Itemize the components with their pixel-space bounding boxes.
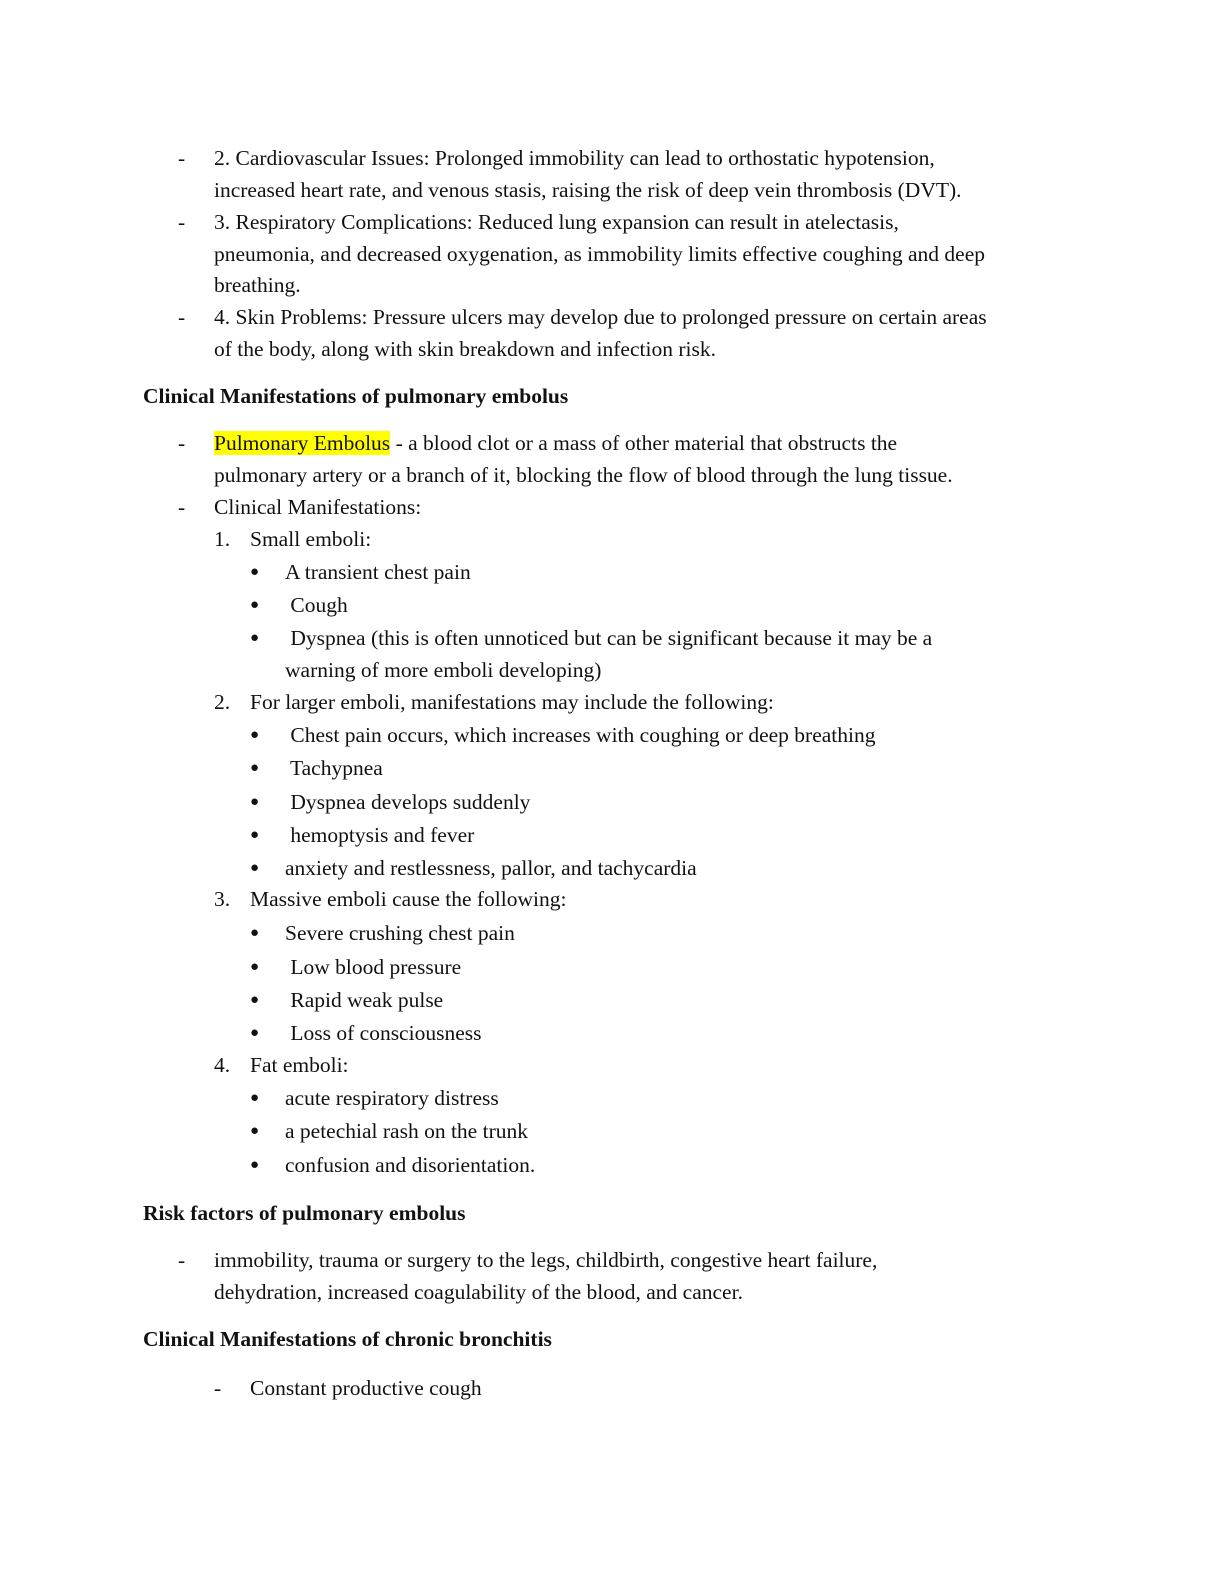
dash-marker: - (214, 1376, 222, 1400)
list-item-text: 2. Cardiovascular Issues: Prolonged immobility can lead to orthostatic hypotension, (214, 146, 935, 170)
bullet-item-text: warning of more emboli developing) (285, 658, 602, 682)
list-number: 4. (214, 1053, 231, 1077)
bullet-item-text: Loss of consciousness (285, 1021, 482, 1045)
bullet-marker: ● (250, 992, 260, 1008)
list-item-text: pneumonia, and decreased oxygenation, as immobility limits effective coughing and deep (214, 242, 985, 266)
bullet-item-text: Dyspnea (this is often unnoticed but can be significant because it may be a (285, 626, 933, 650)
bullet-item-text: Cough (285, 593, 348, 617)
bullet-item-text: Low blood pressure (285, 955, 462, 979)
dash-marker: - (178, 1248, 186, 1272)
bullet-marker: ● (250, 630, 260, 646)
bullet-marker: ● (250, 1025, 260, 1041)
definition-line (214, 431, 897, 455)
numbered-item-label: Small emboli: (250, 527, 372, 551)
bullet-marker: ● (250, 564, 260, 580)
bullet-item-text: Tachypnea (285, 756, 383, 780)
bullet-marker: ● (250, 860, 260, 876)
bullet-item-text: anxiety and restlessness, pallor, and tachycardia (285, 856, 697, 880)
section-heading: Clinical Manifestations of chronic bronchitis (143, 1327, 552, 1351)
numbered-item-label: For larger emboli, manifestations may include the following: (250, 690, 774, 714)
list-item-text: of the body, along with skin breakdown and infection risk. (214, 337, 716, 361)
dash-marker: - (178, 146, 186, 170)
bullet-item-text: a petechial rash on the trunk (285, 1119, 528, 1143)
bullet-item-text: A transient chest pain (285, 560, 471, 584)
dash-marker: - (178, 431, 186, 455)
bullet-item-text: acute respiratory distress (285, 1086, 499, 1110)
list-item-text: immobility, trauma or surgery to the legs, childbirth, congestive heart failure, (214, 1248, 878, 1272)
bullet-marker: ● (250, 1157, 260, 1173)
bullet-item-text: confusion and disorientation. (285, 1153, 536, 1177)
list-number: 3. (214, 887, 231, 911)
bullet-marker: ● (250, 794, 260, 810)
list-item-text: breathing. (214, 273, 301, 297)
bullet-marker: ● (250, 1090, 260, 1106)
bullet-marker: ● (250, 959, 260, 975)
dash-marker: - (178, 495, 186, 519)
bullet-item-text: Dyspnea develops suddenly (285, 790, 531, 814)
numbered-item-label: Massive emboli cause the following: (250, 887, 567, 911)
bullet-item-text: Severe crushing chest pain (285, 921, 515, 945)
list-item-text: Constant productive cough (250, 1376, 482, 1400)
dash-marker: - (178, 210, 186, 234)
bullet-item-text: Rapid weak pulse (285, 988, 444, 1012)
bullet-marker: ● (250, 727, 260, 743)
bullet-marker: ● (250, 597, 260, 613)
list-item-text: Clinical Manifestations: (214, 495, 422, 519)
list-number: 1. (214, 527, 231, 551)
list-item-text: dehydration, increased coagulability of the blood, and cancer. (214, 1280, 743, 1304)
bullet-marker: ● (250, 760, 260, 776)
list-item-text: 3. Respiratory Complications: Reduced lung expansion can result in atelectasis, (214, 210, 899, 234)
dash-marker: - (178, 305, 186, 329)
bullet-item-text: hemoptysis and fever (285, 823, 475, 847)
bullet-item-text: Chest pain occurs, which increases with coughing or deep breathing (285, 723, 876, 747)
section-heading: Risk factors of pulmonary embolus (143, 1201, 466, 1225)
list-item-text: increased heart rate, and venous stasis, raising the risk of deep vein thrombosis (DVT). (214, 178, 962, 202)
definition-text: - a blood clot or a mass of other material that obstructs the (390, 431, 898, 455)
bullet-marker: ● (250, 1123, 260, 1139)
bullet-marker: ● (250, 925, 260, 941)
bullet-marker: ● (250, 827, 260, 843)
highlighted-term: Pulmonary Embolus (214, 431, 391, 455)
definition-text: pulmonary artery or a branch of it, blocking the flow of blood through the lung tissue. (214, 463, 953, 487)
list-item-text: 4. Skin Problems: Pressure ulcers may develop due to prolonged pressure on certain areas (214, 305, 987, 329)
section-heading: Clinical Manifestations of pulmonary embolus (143, 384, 569, 408)
list-number: 2. (214, 690, 231, 714)
numbered-item-label: Fat emboli: (250, 1053, 349, 1077)
